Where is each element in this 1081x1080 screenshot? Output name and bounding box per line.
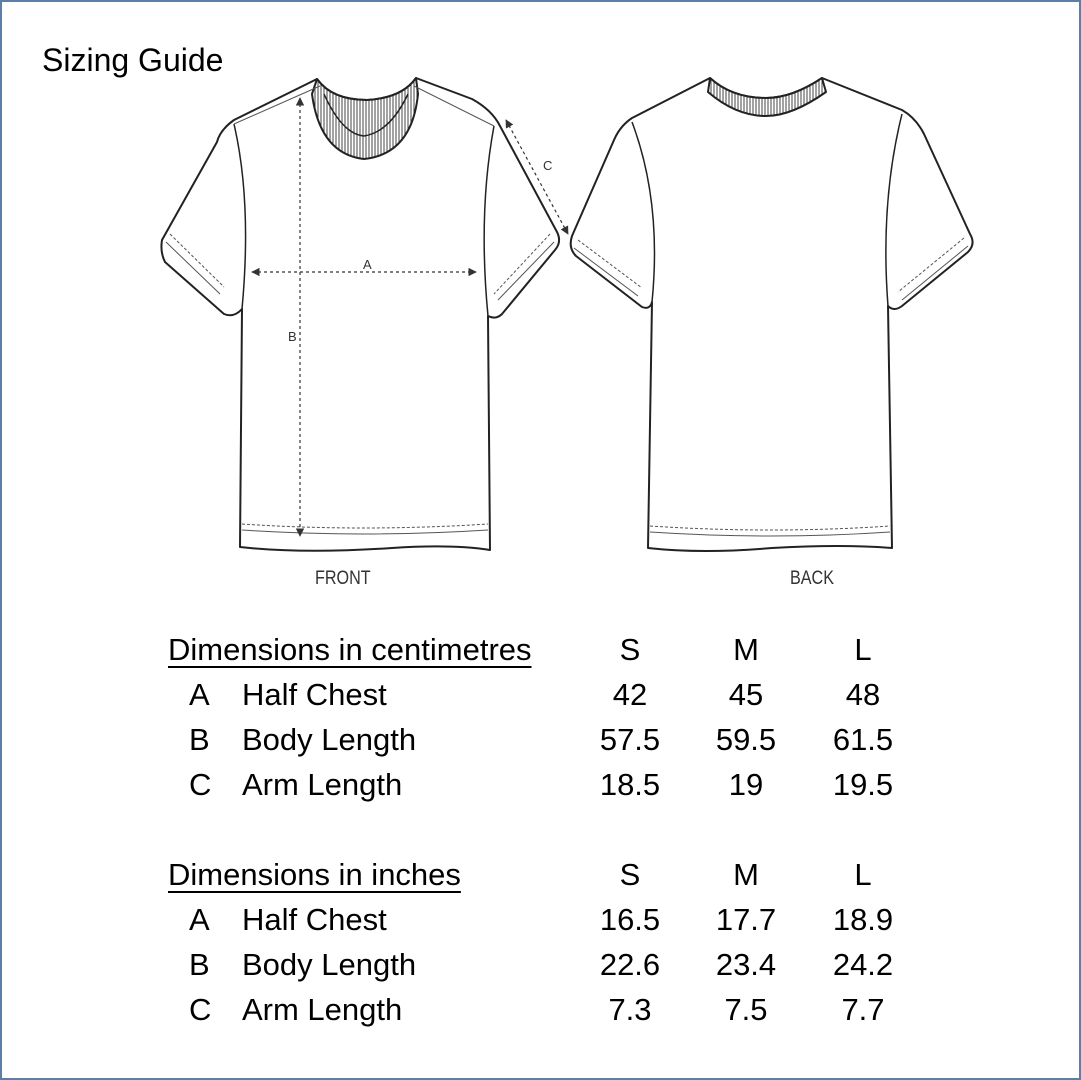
value-m: 59.5 (715, 722, 777, 757)
table-header-row (2, 855, 1081, 895)
row-label: Body Length (242, 722, 417, 757)
value-s: 22.6 (599, 947, 661, 982)
value-m: 19 (728, 767, 764, 802)
table-heading: Dimensions in centimetres (168, 632, 532, 667)
table-row (2, 990, 1081, 1030)
table-heading: Dimensions in inches (168, 857, 461, 892)
value-s: 16.5 (599, 902, 661, 937)
row-letter: C (189, 992, 212, 1027)
value-m: 17.7 (715, 902, 777, 937)
table-row (2, 900, 1081, 940)
row-letter: A (189, 902, 210, 937)
row-letter: B (189, 722, 210, 757)
row-letter: A (189, 677, 210, 712)
value-l: 48 (845, 677, 881, 712)
row-label: Body Length (242, 947, 417, 982)
back-label: BACK (790, 568, 834, 589)
size-header-m: M (733, 857, 759, 892)
value-s: 18.5 (599, 767, 661, 802)
front-tshirt (161, 78, 559, 551)
table-row (2, 765, 1081, 805)
tshirt-illustration (2, 2, 1081, 602)
value-l: 61.5 (832, 722, 894, 757)
dimension-label-c: C (543, 158, 553, 173)
size-header-l: L (854, 857, 872, 892)
row-letter: C (189, 767, 212, 802)
table-row (2, 675, 1081, 715)
value-l: 19.5 (832, 767, 894, 802)
value-m: 23.4 (715, 947, 777, 982)
row-label: Arm Length (242, 767, 403, 802)
dimension-label-b: B (288, 329, 297, 344)
value-m: 45 (728, 677, 764, 712)
size-header-l: L (854, 632, 872, 667)
value-s: 42 (612, 677, 648, 712)
row-label: Half Chest (242, 902, 387, 937)
front-label: FRONT (315, 568, 371, 589)
value-l: 18.9 (832, 902, 894, 937)
table-row (2, 720, 1081, 760)
dimension-label-a: A (363, 257, 372, 272)
size-header-s: S (619, 857, 641, 892)
table-row (2, 945, 1081, 985)
size-header-m: M (733, 632, 759, 667)
value-m: 7.5 (724, 992, 768, 1027)
value-s: 7.3 (608, 992, 652, 1027)
page-title: Sizing Guide (42, 42, 224, 78)
back-body-outline (571, 78, 973, 551)
size-header-s: S (619, 632, 641, 667)
row-letter: B (189, 947, 210, 982)
table-header-row (2, 630, 1081, 670)
value-l: 7.7 (841, 992, 885, 1027)
value-l: 24.2 (832, 947, 894, 982)
row-label: Half Chest (242, 677, 387, 712)
value-s: 57.5 (599, 722, 661, 757)
row-label: Arm Length (242, 992, 403, 1027)
back-tshirt (571, 78, 973, 551)
